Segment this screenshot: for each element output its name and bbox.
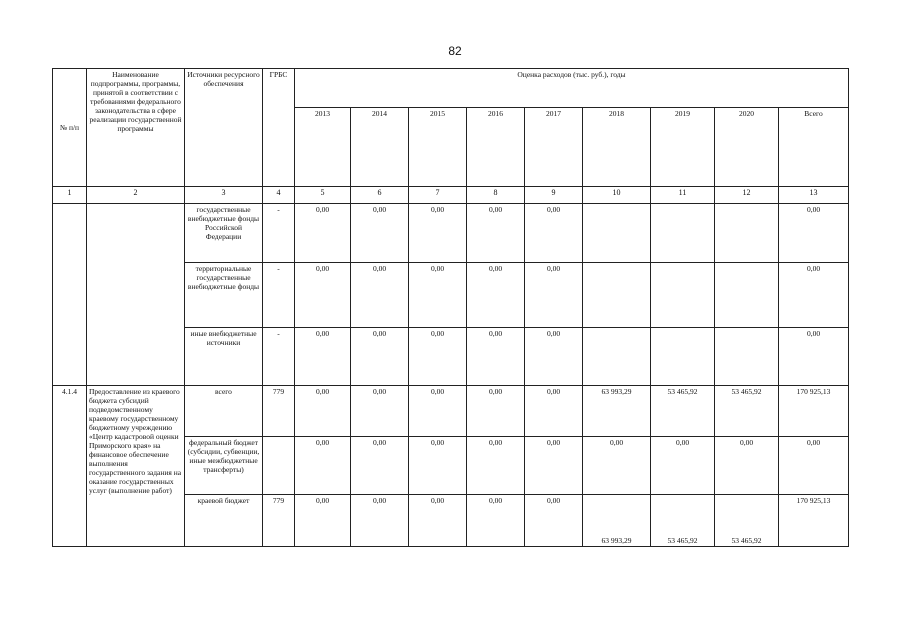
header-year: 2016 — [467, 108, 525, 187]
value-cell: 0,00 — [409, 495, 467, 547]
value-cell: 0,00 — [525, 263, 583, 328]
empty-num-cell — [53, 204, 87, 386]
total-cell: 0,00 — [779, 204, 849, 263]
column-number: 7 — [409, 187, 467, 204]
grbs-cell: - — [263, 328, 295, 386]
item-name-cell: Предоставление из краевого бюджета субсидий подведомственному краевому государственному бюджетному учреждению «Центр кадастровой оценки Приморского края» на финансовое обеспечение выполнения государственного задания на оказание государственных услуг (выполнение работ) — [87, 386, 185, 547]
column-number: 9 — [525, 187, 583, 204]
value-cell: 0,00 — [409, 386, 467, 437]
value-cell: 63 993,29 — [583, 386, 651, 437]
header-year: 2019 — [651, 108, 715, 187]
value-cell: 0,00 — [525, 495, 583, 547]
value-cell: 0,00 — [525, 328, 583, 386]
table-row — [53, 204, 849, 263]
value-cell: 0,00 — [351, 328, 409, 386]
value-cell — [651, 204, 715, 263]
value-cell: 0,00 — [467, 328, 525, 386]
value-cell: 0,00 — [295, 386, 351, 437]
expense-table-wrapper — [52, 68, 849, 547]
source-cell: всего — [185, 386, 263, 437]
header-grbs: ГРБС — [263, 69, 295, 187]
column-number: 4 — [263, 187, 295, 204]
header-year: 2015 — [409, 108, 467, 187]
source-cell: федеральный бюджет (субсидии, субвенции, иные межбюджетные трансферты) — [185, 437, 263, 495]
value-cell: 0,00 — [351, 263, 409, 328]
column-number: 1 — [53, 187, 87, 204]
expense-table — [52, 68, 849, 547]
value-cell — [583, 204, 651, 263]
value-cell: 0,00 — [351, 437, 409, 495]
value-cell: 0,00 — [467, 204, 525, 263]
value-cell: 0,00 — [295, 204, 351, 263]
grbs-cell — [263, 437, 295, 495]
value-cell: 0,00 — [409, 437, 467, 495]
value-cell: 0,00 — [409, 204, 467, 263]
table-row — [53, 386, 849, 437]
value-cell: 0,00 — [467, 263, 525, 328]
value-cell: 53 465,92 — [651, 386, 715, 437]
value-cell: 0,00 — [295, 495, 351, 547]
page-number: 82 — [448, 44, 462, 58]
column-number: 11 — [651, 187, 715, 204]
header-sources: Источники ресурсного обеспечения — [185, 69, 263, 187]
value-cell: 53 465,92 — [715, 495, 779, 547]
value-cell — [651, 263, 715, 328]
column-number: 5 — [295, 187, 351, 204]
value-cell: 0,00 — [295, 263, 351, 328]
value-cell: 0,00 — [467, 495, 525, 547]
header-num: № п/п — [53, 69, 87, 187]
value-cell: 0,00 — [409, 263, 467, 328]
empty-name-cell — [87, 204, 185, 386]
value-cell: 0,00 — [525, 386, 583, 437]
header-total: Всего — [779, 108, 849, 187]
value-cell — [583, 263, 651, 328]
value-cell — [715, 204, 779, 263]
value-cell: 0,00 — [525, 437, 583, 495]
header-year: 2018 — [583, 108, 651, 187]
value-cell: 0,00 — [351, 495, 409, 547]
value-cell: 53 465,92 — [715, 386, 779, 437]
value-cell: 63 993,29 — [583, 495, 651, 547]
value-cell: 0,00 — [351, 204, 409, 263]
source-cell: краевой бюджет — [185, 495, 263, 547]
column-number: 6 — [351, 187, 409, 204]
header-year: 2017 — [525, 108, 583, 187]
total-cell: 170 925,13 — [779, 386, 849, 437]
header-year: 2020 — [715, 108, 779, 187]
header-estimate: Оценка расходов (тыс. руб.), годы — [295, 69, 849, 108]
value-cell: 0,00 — [351, 386, 409, 437]
total-cell: 0,00 — [779, 437, 849, 495]
value-cell: 0,00 — [715, 437, 779, 495]
column-number: 12 — [715, 187, 779, 204]
value-cell: 0,00 — [651, 437, 715, 495]
grbs-cell: 779 — [263, 386, 295, 437]
total-cell: 0,00 — [779, 263, 849, 328]
value-cell: 0,00 — [409, 328, 467, 386]
value-cell — [651, 328, 715, 386]
value-cell: 0,00 — [295, 328, 351, 386]
header-row-top — [53, 69, 849, 108]
value-cell — [715, 263, 779, 328]
grbs-cell: - — [263, 204, 295, 263]
value-cell: 0,00 — [467, 386, 525, 437]
header-year: 2014 — [351, 108, 409, 187]
column-number-row — [53, 187, 849, 204]
value-cell: 0,00 — [583, 437, 651, 495]
header-year: 2013 — [295, 108, 351, 187]
column-number: 8 — [467, 187, 525, 204]
header-name: Наименование подпрограммы, программы, принятой в соответствии с требованиями федерального законодательства в сфере реализации государственной программы — [87, 69, 185, 187]
column-number: 2 — [87, 187, 185, 204]
column-number: 3 — [185, 187, 263, 204]
total-cell: 170 925,13 — [779, 495, 849, 547]
value-cell — [583, 328, 651, 386]
value-cell: 0,00 — [525, 204, 583, 263]
value-cell: 0,00 — [295, 437, 351, 495]
source-cell: иные внебюджетные источники — [185, 328, 263, 386]
item-number-cell: 4.1.4 — [53, 386, 87, 547]
source-cell: территориальные государственные внебюджетные фонды — [185, 263, 263, 328]
grbs-cell: 779 — [263, 495, 295, 547]
column-number: 10 — [583, 187, 651, 204]
value-cell: 53 465,92 — [651, 495, 715, 547]
grbs-cell: - — [263, 263, 295, 328]
value-cell — [715, 328, 779, 386]
value-cell: 0,00 — [467, 437, 525, 495]
total-cell: 0,00 — [779, 328, 849, 386]
column-number: 13 — [779, 187, 849, 204]
source-cell: государственные внебюджетные фонды Российской Федерации — [185, 204, 263, 263]
